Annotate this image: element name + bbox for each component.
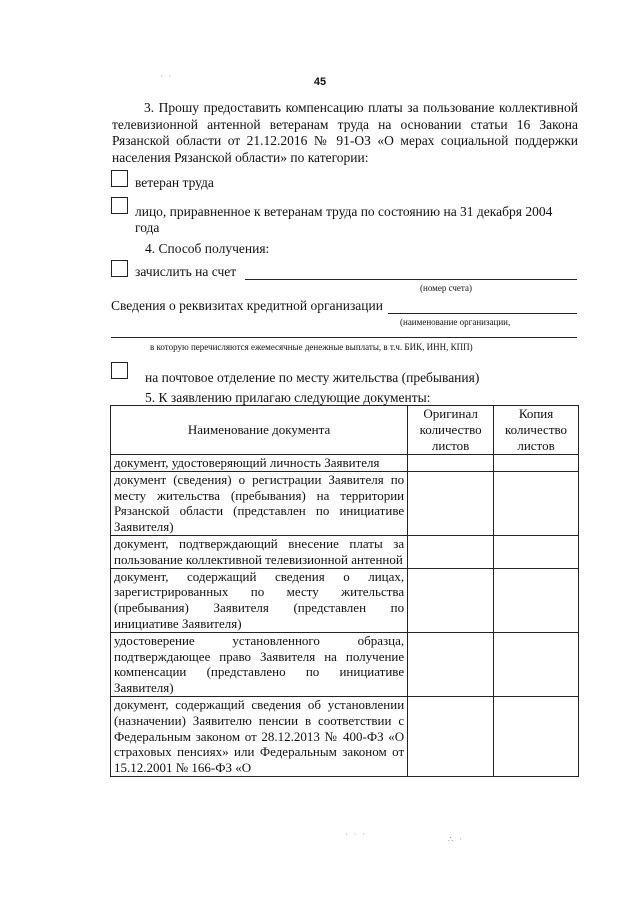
- copy-sheets-cell[interactable]: [494, 471, 579, 535]
- copy-sheets-cell[interactable]: [494, 455, 579, 472]
- header-original-sheets: Оригинал количество листов: [408, 406, 494, 455]
- original-sheets-cell[interactable]: [408, 455, 494, 472]
- copy-sheets-cell[interactable]: [494, 568, 579, 632]
- table-row: [111, 632, 579, 696]
- copy-sheets-cell[interactable]: [494, 632, 579, 696]
- bank-details-hint-2: в которую перечисляются ежемесячные денежные выплаты, в т.ч. БИК, ИНН, КПП): [150, 342, 473, 352]
- account-option-label: зачислить на счет: [135, 264, 237, 279]
- page-number: 45: [313, 76, 327, 88]
- table-row: [111, 471, 579, 535]
- header-copy-sheets: Копия количество листов: [494, 406, 579, 455]
- document-name-cell: документ, удостоверяющий личность Заявителя: [111, 455, 408, 472]
- copy-sheets-cell[interactable]: [494, 696, 579, 776]
- table-row: [111, 568, 579, 632]
- section-5-title: 5. К заявлению прилагаю следующие документы:: [145, 390, 431, 405]
- copy-sheets-cell[interactable]: [494, 535, 579, 568]
- document-name-cell: документ (сведения) о регистрации Заявителя по месту жительства (пребывания) на территории Рязанской области (представлен по инициативе Заявителя): [111, 471, 408, 535]
- original-sheets-cell[interactable]: [408, 696, 494, 776]
- document-name-cell: удостоверение установленного образца, подтверждающее право Заявителя на получение компенсации (представлено по инициативе Заявителя): [111, 632, 408, 696]
- table-row: [111, 535, 579, 568]
- document-name-cell: документ, подтверждающий внесение платы за пользование коллективной телевизионной антенной: [111, 535, 408, 568]
- bank-details-label: Сведения о реквизитах кредитной организации: [111, 298, 383, 313]
- scan-noise: · ·: [160, 72, 174, 81]
- post-office-checkbox[interactable]: [111, 362, 128, 379]
- scan-noise: ∴ ·: [448, 835, 464, 844]
- original-sheets-cell[interactable]: [408, 568, 494, 632]
- category-equivalent-checkbox[interactable]: [111, 197, 128, 214]
- category-veteran-checkbox[interactable]: [111, 170, 128, 187]
- section-4-title: 4. Способ получения:: [145, 241, 270, 256]
- table-row: [111, 696, 579, 776]
- category-veteran-label: ветеран труда: [135, 175, 214, 190]
- original-sheets-cell[interactable]: [408, 632, 494, 696]
- scan-noise: · · ·: [345, 830, 367, 839]
- documents-table: [110, 405, 579, 777]
- document-name-cell: документ, содержащий сведения об установлении (назначении) Заявителю пенсии в соответствии с Федеральным законом от 28.12.2013 № 400-ФЗ «О страховых пенсиях» или Федеральным законом от 15.12.2001 № 166-ФЗ «О: [111, 696, 408, 776]
- account-number-hint: (номер счета): [420, 283, 472, 293]
- category-equivalent-label: лицо, приравненное к ветеранам труда по состоянию на 31 декабря 2004 года: [135, 204, 553, 235]
- section-3-paragraph: 3. Прошу предоставить компенсацию платы за пользование коллективной телевизионной антенной ветеранам труда на основании статьи 16 Закона Рязанской области от 21.12.2016 № 91-ОЗ «О мерах социальной поддержки населения Рязанской области» по категории:: [112, 100, 578, 165]
- bank-details-line-2[interactable]: [111, 337, 577, 338]
- account-number-line[interactable]: [245, 279, 577, 280]
- bank-name-line[interactable]: [388, 313, 577, 314]
- bank-name-hint: (наименование организации,: [400, 317, 511, 327]
- header-document-name: Наименование документа: [111, 406, 408, 455]
- account-option-checkbox[interactable]: [111, 260, 128, 277]
- table-row: [111, 455, 579, 472]
- post-office-label: на почтовое отделение по месту жительства (пребывания): [145, 370, 480, 385]
- table-header-row: [111, 406, 579, 455]
- original-sheets-cell[interactable]: [408, 535, 494, 568]
- document-name-cell: документ, содержащий сведения о лицах, зарегистрированных по месту жительства (пребывания) Заявителя (представлен по инициативе Заявителя): [111, 568, 408, 632]
- original-sheets-cell[interactable]: [408, 471, 494, 535]
